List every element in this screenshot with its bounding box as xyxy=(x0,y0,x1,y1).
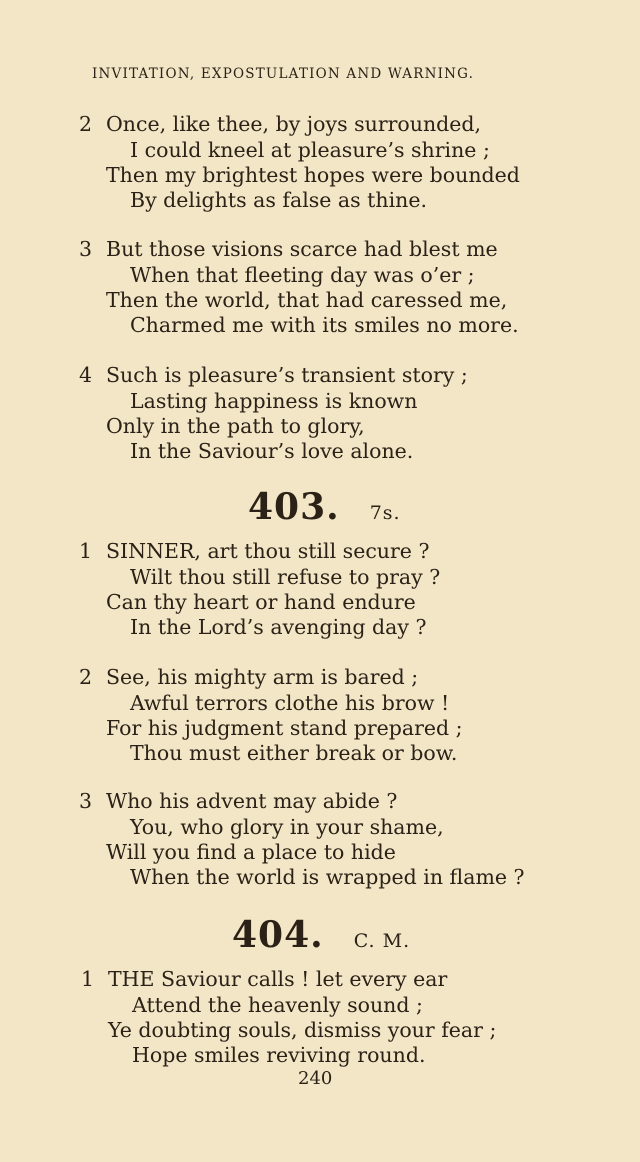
hymn-heading xyxy=(232,914,410,956)
hymn-number: 403. xyxy=(248,486,340,528)
verse-line: Then the world, that had caressed me, xyxy=(106,288,508,312)
page-number: 240 xyxy=(298,1068,333,1089)
verse-line: Thou must either break or bow. xyxy=(130,741,458,765)
stanza-number: 1 xyxy=(79,539,93,563)
verse-line: Then my brightest hopes were bounded xyxy=(106,163,520,187)
verse-line: I could kneel at pleasure’s shrine ; xyxy=(130,138,490,162)
verse-line: THE Saviour calls ! let every ear xyxy=(108,967,448,991)
verse-line: See, his mighty arm is bared ; xyxy=(106,665,419,689)
verse-line: Will you find a place to hide xyxy=(106,840,396,864)
verse-line: Wilt thou still refuse to pray ? xyxy=(130,565,441,589)
hymn-heading xyxy=(248,486,401,528)
hymn-number: 404. xyxy=(232,914,324,956)
stanza-number: 4 xyxy=(79,363,93,387)
stanza-number: 3 xyxy=(79,789,93,813)
verse-line: Charmed me with its smiles no more. xyxy=(130,313,519,337)
verse-line: In the Lord’s avenging day ? xyxy=(130,615,427,639)
verse-line: SINNER, art thou still secure ? xyxy=(106,539,430,563)
verse-line: Hope smiles reviving round. xyxy=(132,1043,426,1067)
verse-line: By delights as false as thine. xyxy=(130,188,428,212)
verse-line: Once, like thee, by joys surrounded, xyxy=(106,112,482,136)
verse-line: But those visions scarce had blest me xyxy=(106,237,498,261)
verse-line: For his judgment stand prepared ; xyxy=(106,716,463,740)
verse-line: Can thy heart or hand endure xyxy=(106,590,416,614)
stanza-number: 1 xyxy=(81,967,95,991)
stanza-number: 2 xyxy=(79,112,93,136)
stanza-number: 2 xyxy=(79,665,93,689)
verse-line: Such is pleasure’s transient story ; xyxy=(106,363,468,387)
verse-line: In the Saviour’s love alone. xyxy=(130,439,414,463)
verse-line: Ye doubting souls, dismiss your fear ; xyxy=(108,1018,497,1042)
hymn-meter: 7s. xyxy=(369,502,401,524)
stanza-number: 3 xyxy=(79,237,93,261)
running-head: INVITATION, EXPOSTULATION AND WARNING. xyxy=(92,66,475,82)
verse-line: Who his advent may abide ? xyxy=(106,789,398,813)
verse-line: You, who glory in your shame, xyxy=(130,815,444,839)
verse-line: Only in the path to glory, xyxy=(106,414,365,438)
hymn-meter: C. M. xyxy=(353,930,411,952)
verse-line: When the world is wrapped in flame ? xyxy=(130,865,525,889)
verse-line: When that fleeting day was o’er ; xyxy=(130,263,475,287)
verse-line: Lasting happiness is known xyxy=(130,389,418,413)
verse-line: Attend the heavenly sound ; xyxy=(132,993,423,1017)
verse-line: Awful terrors clothe his brow ! xyxy=(130,691,450,715)
